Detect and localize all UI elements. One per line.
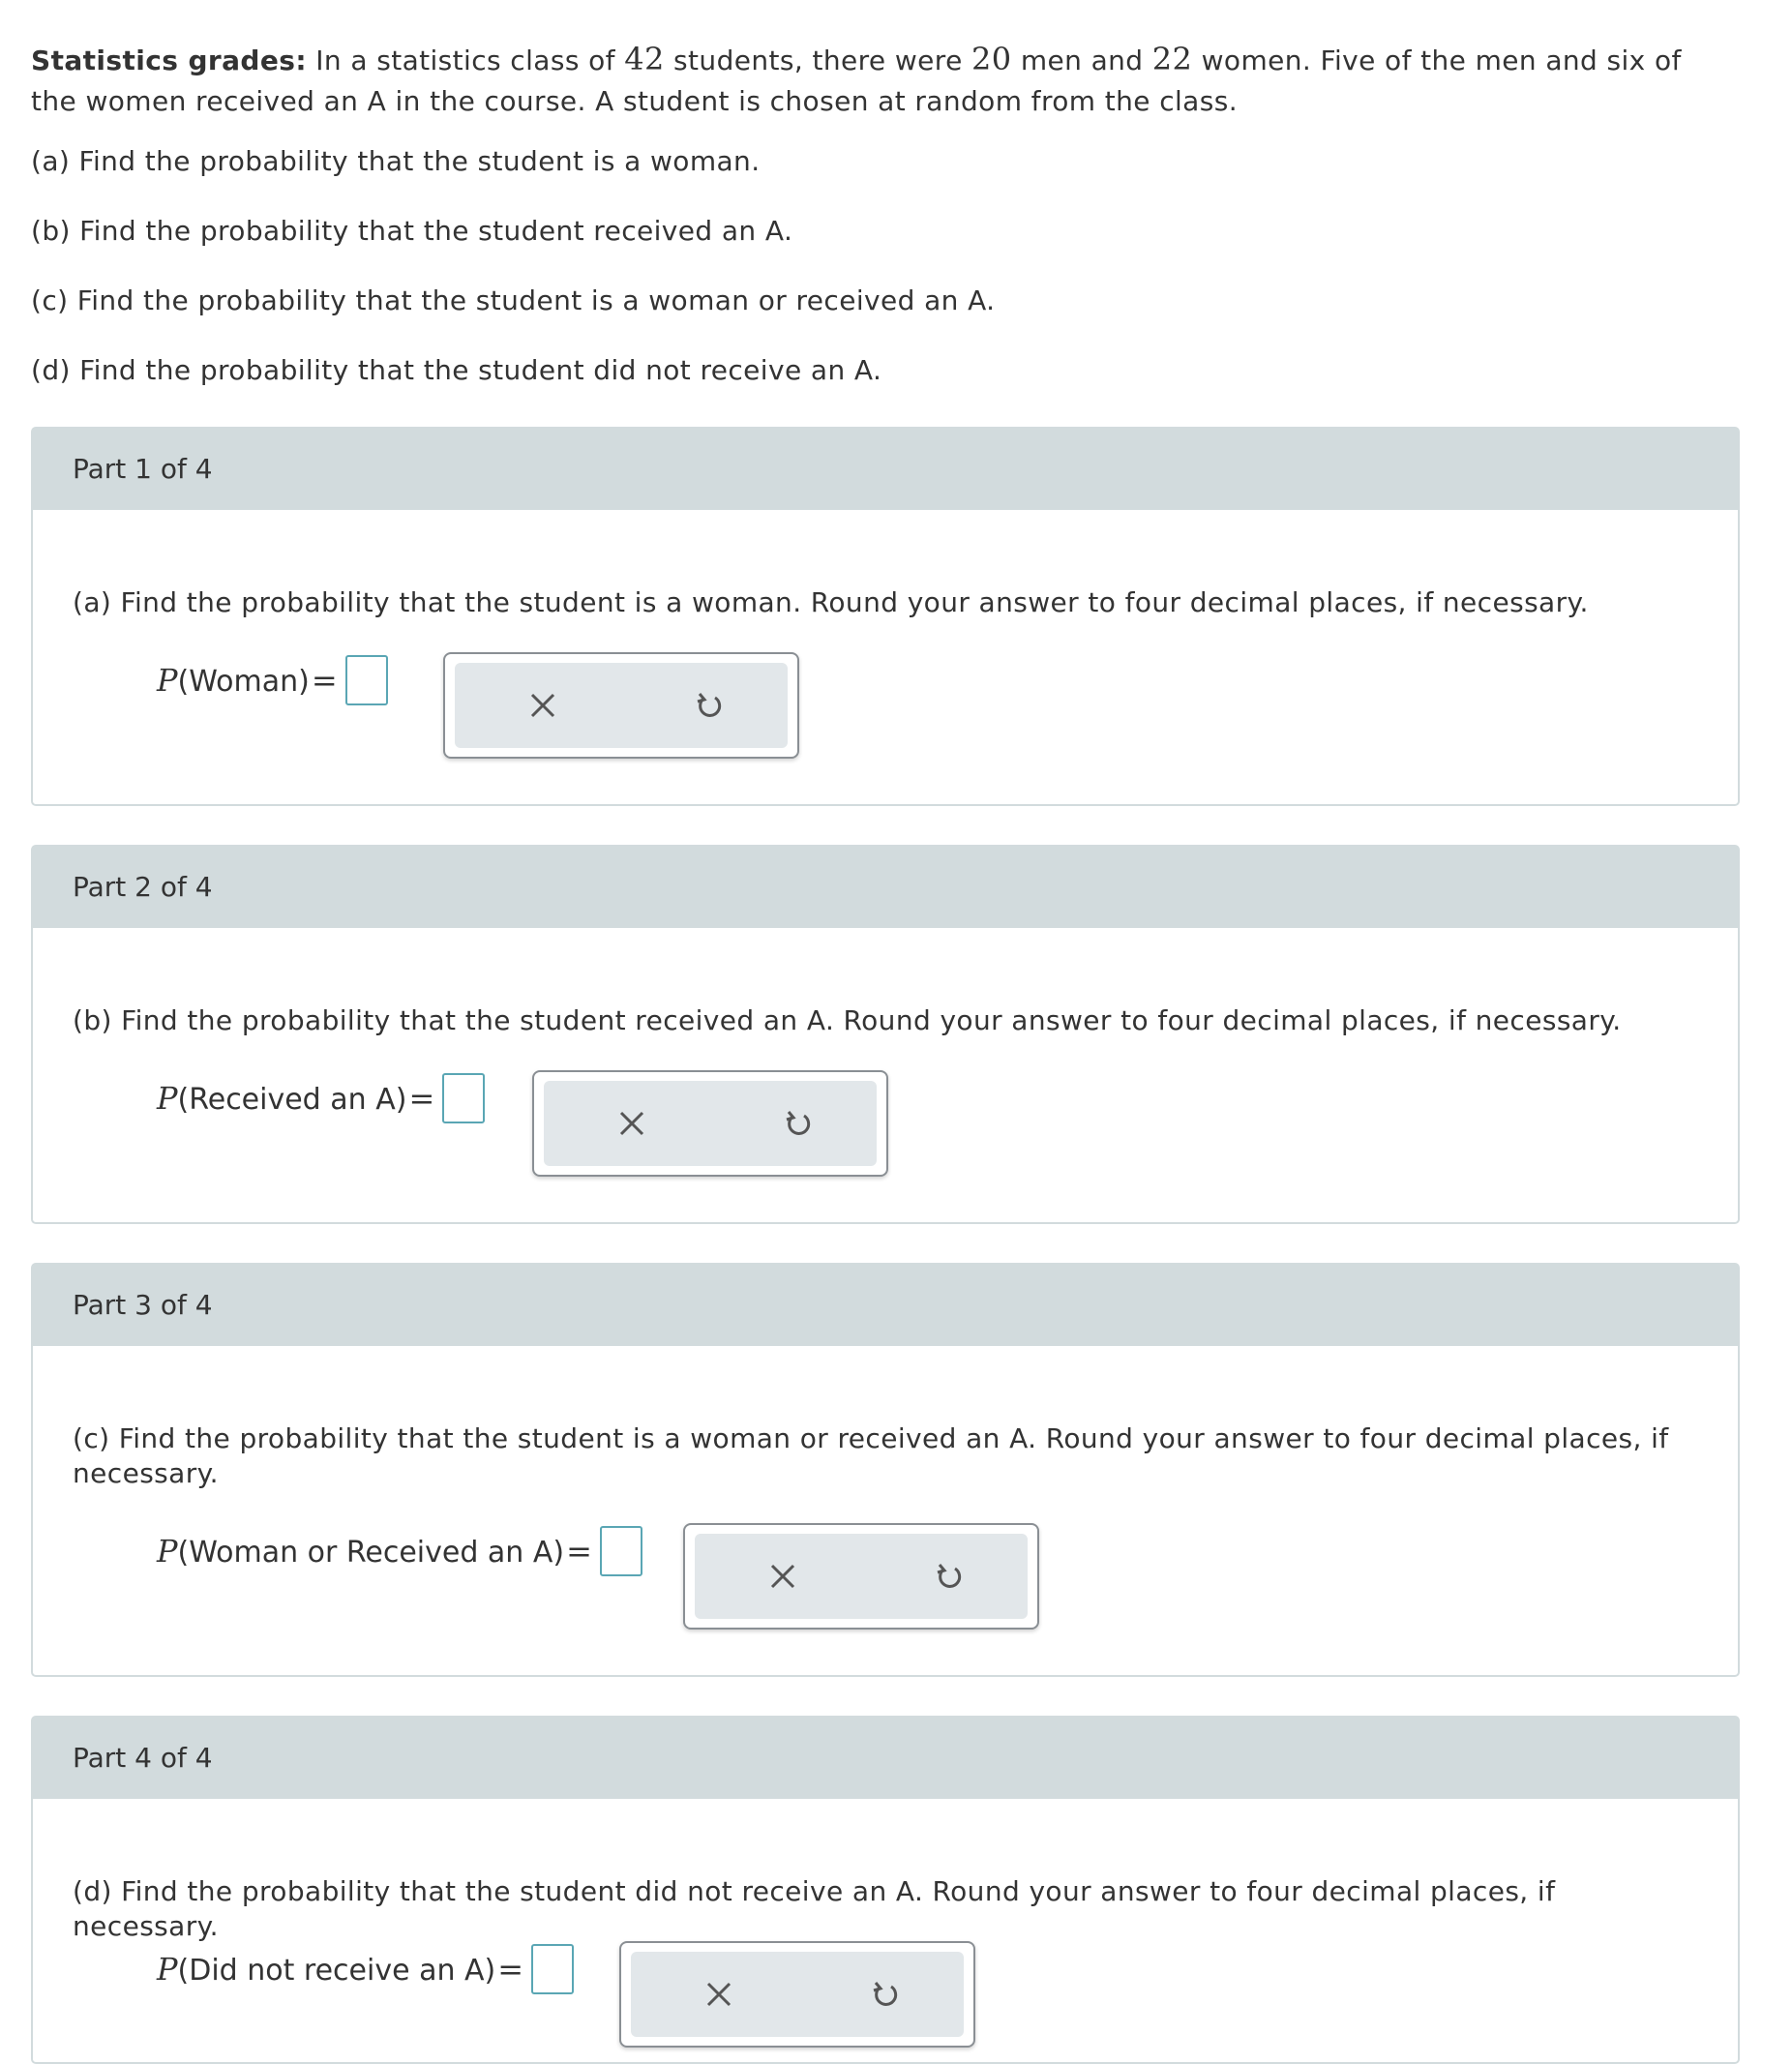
part-1-toolbar (443, 652, 799, 759)
part-1-question: (a) Find the probability that the student is a woman. Round your answer to four decimal places, if necessary. (73, 586, 1589, 618)
question-c: (c) Find the probability that the student is a woman or received an A. (31, 284, 996, 316)
problem-total-students: 42 (624, 41, 665, 77)
part-2-answer-row (157, 1073, 485, 1123)
undo-icon (870, 1979, 901, 2010)
part-2-header: Part 2 of 4 (33, 847, 1738, 928)
part-2-clear-button[interactable] (608, 1099, 656, 1148)
part-2-question: (b) Find the probability that the student received an A. Round your answer to four decimal places, if necessary. (73, 1004, 1622, 1036)
part-4-header: Part 4 of 4 (33, 1718, 1738, 1799)
problem-text-3: men and (1011, 45, 1152, 76)
part-1-header: Part 1 of 4 (33, 429, 1738, 510)
part-1-clear-button[interactable] (519, 681, 567, 730)
close-x-icon (768, 1562, 797, 1591)
problem-statement (31, 39, 1734, 122)
part-3-panel (31, 1263, 1740, 1677)
part-3-undo-button[interactable] (925, 1552, 973, 1600)
part-3-answer-label: P(Woman or Received an A)= (157, 1533, 592, 1570)
part-4-panel (31, 1716, 1740, 2064)
problem-women-count: 22 (1151, 41, 1193, 77)
problem-text-2: students, there were (664, 45, 972, 76)
part-1-answer-input[interactable] (345, 655, 388, 705)
part-1-undo-button[interactable] (685, 681, 733, 730)
part-4-undo-button[interactable] (861, 1970, 910, 2019)
part-2-toolbar (532, 1070, 888, 1177)
part-4-question: (d) Find the probability that the student did not receive an A. Round your answer to four decimal places, if necessary. (73, 1875, 1556, 1942)
undo-icon (694, 690, 725, 721)
part-3-header: Part 3 of 4 (33, 1265, 1738, 1346)
problem-text-4: women. Five of the men and six of the women received an A in the course. A student is chosen at random from the class. (31, 45, 1682, 117)
part-1-panel (31, 427, 1740, 806)
part-4-answer-label: P(Did not receive an A)= (157, 1951, 524, 1988)
part-4-answer-input[interactable] (531, 1944, 574, 1994)
question-a: (a) Find the probability that the student is a woman. (31, 145, 761, 177)
close-x-icon (528, 691, 557, 720)
part-4-answer-row (157, 1944, 574, 1994)
part-3-question: (c) Find the probability that the student is a woman or received an A. Round your answer to four decimal places, if necessary. (73, 1422, 1669, 1489)
question-d: (d) Find the probability that the student did not receive an A. (31, 354, 882, 386)
undo-icon (783, 1108, 814, 1139)
part-3-answer-row (157, 1526, 642, 1576)
part-2-panel (31, 845, 1740, 1224)
part-4-clear-button[interactable] (695, 1970, 743, 2019)
part-3-toolbar (683, 1523, 1039, 1630)
part-1-answer-label: P(Woman)= (157, 662, 338, 699)
question-b: (b) Find the probability that the student received an A. (31, 215, 793, 247)
part-1-answer-row (157, 655, 388, 705)
part-3-clear-button[interactable] (759, 1552, 807, 1600)
part-2-answer-input[interactable] (442, 1073, 485, 1123)
problem-title: Statistics grades: (31, 45, 307, 76)
part-3-answer-input[interactable] (600, 1526, 642, 1576)
part-2-answer-label: P(Received an A)= (157, 1080, 435, 1117)
undo-icon (934, 1561, 965, 1592)
close-x-icon (704, 1980, 733, 2009)
problem-men-count: 20 (971, 41, 1012, 77)
part-2-undo-button[interactable] (774, 1099, 822, 1148)
close-x-icon (617, 1109, 646, 1138)
problem-text-1: In a statistics class of (306, 45, 625, 76)
part-4-toolbar (619, 1941, 975, 2048)
